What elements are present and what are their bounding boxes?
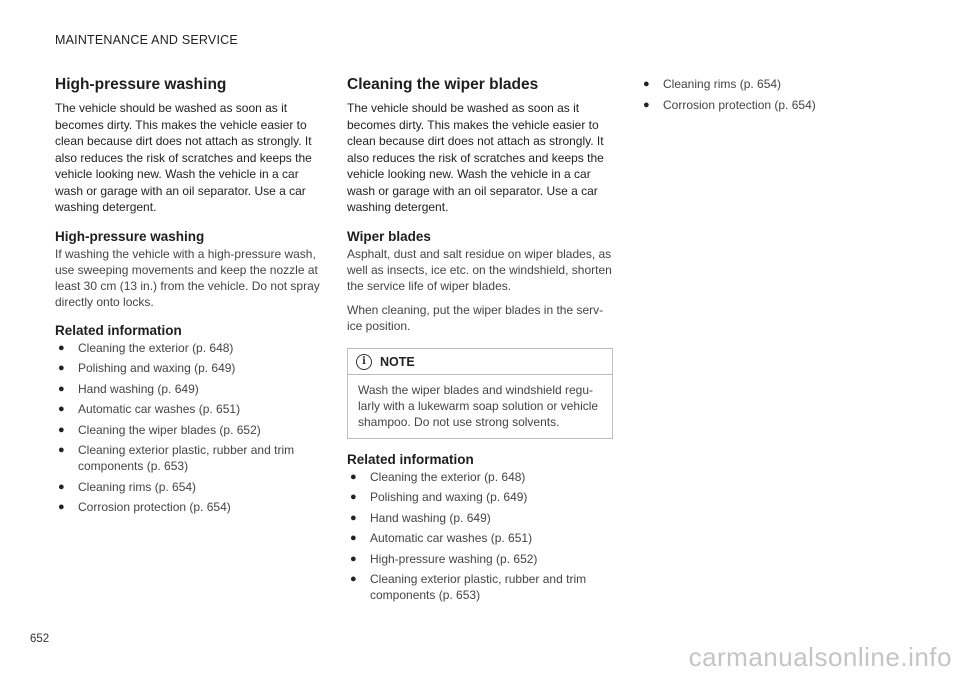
related-link[interactable]: ● Hand washing (p. 649)	[58, 381, 199, 396]
bullet-icon: ●	[58, 403, 65, 415]
subsection-text: If washing the vehicle with a high-pressure wash, use sweeping movements and keep the nozzle at least 30 cm (13 in.) from the vehicle. Do not spray directly onto locks.	[55, 246, 320, 309]
bullet-icon: ●	[350, 491, 357, 503]
middle-column	[347, 76, 613, 608]
bullet-icon: ●	[58, 480, 65, 493]
related-link[interactable]: ● Cleaning the wiper blades (p. 652)	[58, 422, 261, 437]
related-information-title: Related information	[347, 451, 474, 467]
bullet-icon: ●	[350, 573, 357, 585]
page-header: MAINTENANCE AND SERVICE	[55, 33, 238, 47]
bullet-icon: ●	[58, 362, 65, 374]
section-intro: The vehicle should be washed as soon as it becomes dirty. This makes the vehicle easier to clean because dirt does not attach as strongly. It also reduces the risk of scratches and keeps the vehicle looking new. Wash the vehicle in a car wash or garage with an oil separator. Use a car washing detergent.	[347, 101, 604, 214]
related-information-list	[55, 340, 323, 516]
related-link[interactable]: ● Cleaning rims (p. 654)	[58, 479, 197, 494]
related-link[interactable]: ● Corrosion protection (p. 654)	[58, 500, 231, 514]
subsection-text: When cleaning, put the wiper blades in the serv-ice position.	[347, 302, 604, 333]
bullet-icon: ●	[350, 532, 357, 544]
bullet-icon: ●	[58, 341, 65, 354]
info-icon: i	[356, 354, 372, 370]
subsection-title: Wiper blades	[347, 228, 431, 244]
related-link[interactable]: ● Cleaning the exterior (p. 648)	[350, 469, 526, 484]
related-link[interactable]: ● High-pressure washing (p. 652)	[350, 551, 538, 566]
related-information-title: Related information	[55, 322, 182, 338]
bullet-icon: ●	[643, 78, 650, 90]
bullet-icon: ●	[350, 511, 357, 524]
section-title-cleaning-wiper-blades: Cleaning the wiper blades	[347, 76, 539, 93]
related-link[interactable]: ● Polishing and waxing (p. 649)	[58, 361, 236, 375]
bullet-icon: ●	[643, 98, 650, 111]
bullet-icon: ●	[58, 382, 65, 395]
bullet-icon: ●	[58, 423, 65, 436]
related-link[interactable]: ● Automatic car washes (p. 651)	[58, 402, 241, 416]
related-link[interactable]: ● Cleaning the exterior (p. 648)	[58, 340, 234, 355]
subsection-text: Asphalt, dust and salt residue on wiper blades, as well as insects, ice etc. on the windshield, shorten the service life of wiper blades.	[347, 246, 612, 293]
bullet-icon: ●	[350, 552, 357, 565]
related-link[interactable]: ● Cleaning exterior plastic, rubber and trim components (p. 653)	[58, 443, 295, 473]
note-box	[347, 348, 613, 439]
related-link[interactable]: ● Corrosion protection (p. 654)	[643, 97, 816, 112]
related-information-list	[347, 469, 613, 604]
section-intro: The vehicle should be washed as soon as it becomes dirty. This makes the vehicle easier to clean because dirt does not attach as strongly. It also reduces the risk of scratches and keeps the vehicle looking new. Wash the vehicle in a car wash or garage with an oil separator. Use a car washing detergent.	[55, 101, 312, 214]
related-link[interactable]: ● Cleaning rims (p. 654)	[643, 77, 782, 91]
watermark: carmanualsonline.info	[688, 642, 952, 672]
section-title-high-pressure-washing: High-pressure washing	[55, 76, 227, 93]
related-link[interactable]: ● Hand washing (p. 649)	[350, 510, 491, 525]
bullet-icon: ●	[350, 470, 357, 483]
bullet-icon: ●	[58, 501, 65, 513]
subsection-title: High-pressure washing	[55, 228, 205, 244]
note-header	[348, 349, 612, 375]
page-number: 652	[30, 633, 50, 645]
related-information-list-continued	[640, 76, 900, 113]
related-link[interactable]: ● Polishing and waxing (p. 649)	[350, 490, 528, 504]
bullet-icon: ●	[58, 444, 65, 456]
right-column	[640, 76, 900, 117]
left-column	[55, 76, 323, 520]
related-link[interactable]: ● Cleaning exterior plastic, rubber and trim components (p. 653)	[350, 572, 587, 602]
note-text: Wash the wiper blades and windshield regu-larly with a lukewarm soap solution or vehicle shampoo. Do not use strong solvents.	[358, 382, 599, 429]
related-link[interactable]: ● Automatic car washes (p. 651)	[350, 531, 533, 545]
note-title: NOTE	[380, 354, 415, 369]
